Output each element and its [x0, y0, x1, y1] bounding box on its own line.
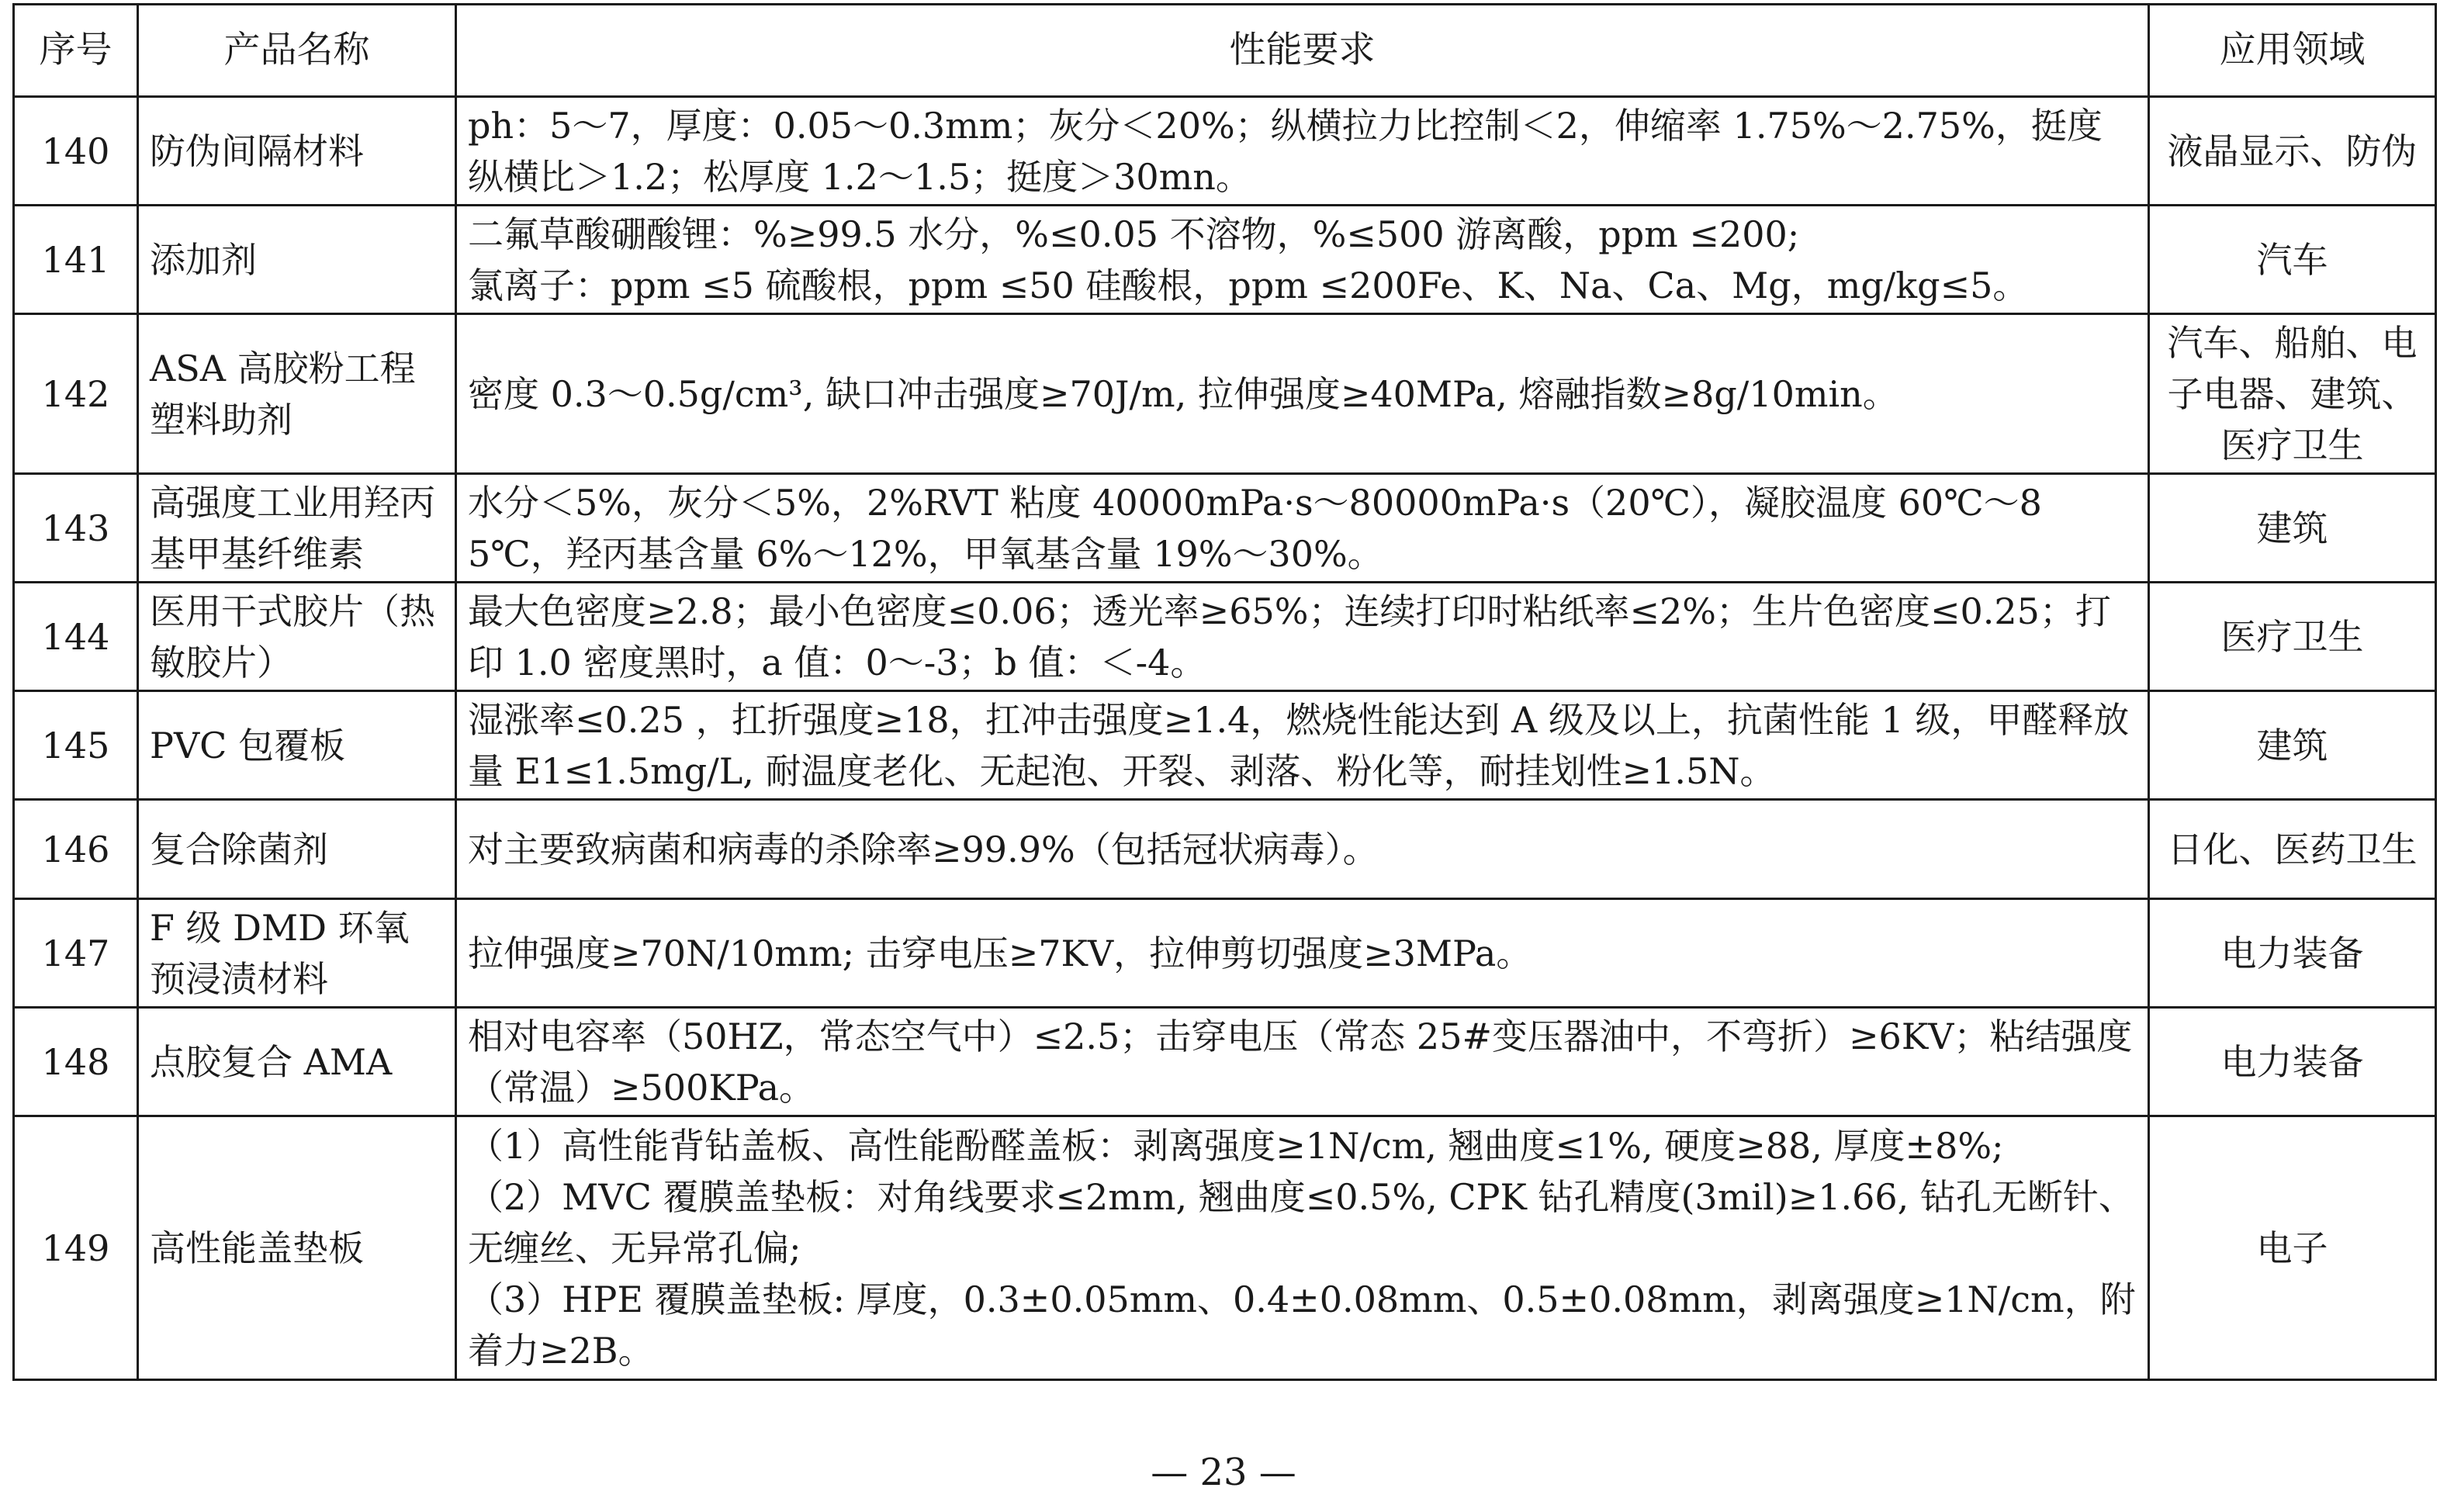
header-product-name: 产品名称 — [138, 5, 456, 97]
application-field-cell: 汽车、船舶、电子电器、建筑、医疗卫生 — [2149, 314, 2436, 474]
table-row — [14, 583, 2436, 691]
product-name-cell: F 级 DMD 环氧预浸渍材料 — [138, 899, 456, 1008]
product-name-cell: ASA 高胶粉工程塑料助剂 — [138, 314, 456, 474]
product-name-cell: 防伪间隔材料 — [138, 97, 456, 206]
performance-requirements-cell: 水分＜5%，灰分＜5%，2%RVT 粘度 40000mPa·s～80000mPa·s（20℃），凝胶温度 60℃～85℃，羟丙基含量 6%～12%，甲氧基含量 19%～30%。 — [456, 474, 2149, 583]
product-name-cell: 点胶复合 AMA — [138, 1008, 456, 1116]
performance-requirements-cell: ph：5～7，厚度：0.05～0.3mm；灰分＜20%；纵横拉力比控制＜2，伸缩率 1.75%～2.75%，挺度纵横比＞1.2；松厚度 1.2～1.5；挺度＞30mn。 — [456, 97, 2149, 206]
application-field-cell: 日化、医药卫生 — [2149, 800, 2436, 899]
table-row — [14, 691, 2436, 800]
performance-requirements-cell: 最大色密度≥2.8；最小色密度≤0.06；透光率≥65%；连续打印时粘纸率≤2%；生片色密度≤0.25；打印 1.0 密度黑时，a 值：0～-3；b 值：＜-4。 — [456, 583, 2149, 691]
table-body — [14, 97, 2436, 1380]
table-row — [14, 800, 2436, 899]
header-serial-no: 序号 — [14, 5, 138, 97]
performance-requirements-cell: 拉伸强度≥70N/10mm; 击穿电压≥7KV，拉伸剪切强度≥3MPa。 — [456, 899, 2149, 1008]
performance-requirements-cell: 相对电容率（50HZ，常态空气中）≤2.5；击穿电压（常态 25#变压器油中，不弯折）≥6KV；粘结强度（常温）≥500KPa。 — [456, 1008, 2149, 1116]
product-name-cell: 高强度工业用羟丙基甲基纤维素 — [138, 474, 456, 583]
application-field-cell: 医疗卫生 — [2149, 583, 2436, 691]
table-row — [14, 474, 2436, 583]
serial-no-cell: 142 — [14, 314, 138, 474]
table-row — [14, 1008, 2436, 1116]
product-name-cell: 复合除菌剂 — [138, 800, 456, 899]
serial-no-cell: 145 — [14, 691, 138, 800]
performance-requirements-cell: 二氟草酸硼酸锂：%≥99.5 水分，%≤0.05 不溶物，%≤500 游离酸，ppm ≤200; 氯离子：ppm ≤5 硫酸根，ppm ≤50 硅酸根，ppm ≤200Fe、K、Na、Ca、Mg，mg/kg≤5。 — [456, 206, 2149, 314]
serial-no-cell: 140 — [14, 97, 138, 206]
performance-requirements-cell: 对主要致病菌和病毒的杀除率≥99.9%（包括冠状病毒）。 — [456, 800, 2149, 899]
serial-no-cell: 141 — [14, 206, 138, 314]
performance-requirements-cell: 湿涨率≤0.25 ，扛折强度≥18，扛冲击强度≥1.4，燃烧性能达到 A 级及以上，抗菌性能 1 级，甲醛释放量 E1≤1.5mg/L, 耐温度老化、无起泡、开裂、剥落、粉化等，耐挂划性≥1.5N。 — [456, 691, 2149, 800]
performance-requirements-cell: 密度 0.3～0.5g/cm³, 缺口冲击强度≥70J/m, 拉伸强度≥40MPa, 熔融指数≥8g/10min。 — [456, 314, 2149, 474]
serial-no-cell: 146 — [14, 800, 138, 899]
page-number: — 23 — — [1151, 1451, 1296, 1494]
application-field-cell: 电力装备 — [2149, 1008, 2436, 1116]
table-row — [14, 206, 2436, 314]
serial-no-cell: 144 — [14, 583, 138, 691]
table-row — [14, 97, 2436, 206]
application-field-cell: 建筑 — [2149, 474, 2436, 583]
application-field-cell: 汽车 — [2149, 206, 2436, 314]
header-performance-requirements: 性能要求 — [456, 5, 2149, 97]
application-field-cell: 电子 — [2149, 1116, 2436, 1380]
application-field-cell: 电力装备 — [2149, 899, 2436, 1008]
performance-requirements-cell: （1）高性能背钻盖板、高性能酚醛盖板：剥离强度≥1N/cm, 翘曲度≤1%, 硬度≥88, 厚度±8%; （2）MVC 覆膜盖垫板：对角线要求≤2mm, 翘曲度≤0.5%, CPK 钻孔精度(3mil)≥1.66, 钻孔无断针、无缠丝、无异常孔偏; （3）HPE 覆膜盖垫板: 厚度，0.3±0.05mm、0.4±0.08mm、0.5±0.08mm，剥离强度≥1N/cm，附着力≥2B。 — [456, 1116, 2149, 1380]
serial-no-cell: 147 — [14, 899, 138, 1008]
product-name-cell: PVC 包覆板 — [138, 691, 456, 800]
application-field-cell: 建筑 — [2149, 691, 2436, 800]
table-row — [14, 1116, 2436, 1380]
product-requirements-table — [12, 3, 2437, 1381]
serial-no-cell: 149 — [14, 1116, 138, 1380]
table-row — [14, 314, 2436, 474]
product-name-cell: 医用干式胶片（热敏胶片） — [138, 583, 456, 691]
serial-no-cell: 148 — [14, 1008, 138, 1116]
table-header-row — [14, 5, 2436, 97]
serial-no-cell: 143 — [14, 474, 138, 583]
product-name-cell: 添加剂 — [138, 206, 456, 314]
application-field-cell: 液晶显示、防伪 — [2149, 97, 2436, 206]
table-row — [14, 899, 2436, 1008]
header-application-field: 应用领域 — [2149, 5, 2436, 97]
product-name-cell: 高性能盖垫板 — [138, 1116, 456, 1380]
